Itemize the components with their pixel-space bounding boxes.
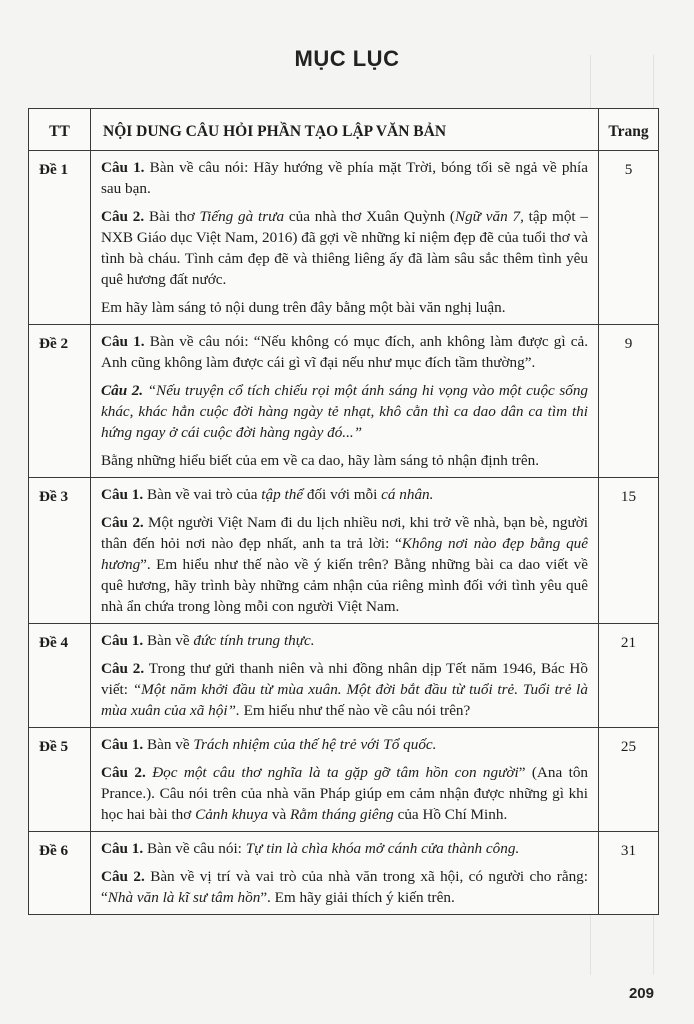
question-label: Câu 2. — [101, 764, 146, 781]
table-row — [29, 478, 659, 624]
question-label: Câu 1. — [101, 486, 144, 503]
exam-content — [91, 832, 599, 915]
exam-content — [91, 624, 599, 728]
exam-content — [91, 151, 599, 325]
question-text: Cảnh khuya — [195, 806, 269, 823]
question-text: Em hiểu như thế nào về câu nói trên? — [239, 702, 471, 719]
question-text: ”. Em hãy giải thích ý kiến trên. — [260, 889, 455, 906]
exam-label: Đề 3 — [29, 478, 91, 624]
page-ref: 21 — [599, 624, 659, 728]
question-text: “Một năm khởi đầu từ mùa xuân. Một đời bắt đầu từ tuổi trẻ. Tuổi trẻ là mùa xuân của xã hội”. — [101, 681, 588, 719]
contents-table — [28, 108, 659, 915]
question-paragraph — [101, 838, 588, 859]
question-text: Nhà văn là kĩ sư tâm hồn — [107, 889, 261, 906]
page-ref: 31 — [599, 832, 659, 915]
question-text: Bàn về câu nói: Hãy hướng về phía mặt Trời, bóng tối sẽ ngả về phía sau bạn. — [101, 159, 588, 197]
exam-content — [91, 325, 599, 478]
question-text: Đọc một câu thơ nghĩa là ta gặp gỡ tâm hồn con người — [152, 764, 519, 781]
question-text: của Hồ Chí Minh. — [393, 806, 508, 823]
question-paragraph — [101, 331, 588, 373]
question-text: Bằng những hiểu biết của em về ca dao, hãy làm sáng tỏ nhận định trên. — [101, 452, 539, 469]
question-text: Không nơi nào đẹp bằng quê hương — [101, 535, 589, 573]
question-label: Câu 1. — [101, 333, 145, 350]
question-paragraph — [101, 206, 588, 290]
question-text: Trong thư gửi thanh niên và nhi đồng nhân dịp Tết năm 1946, Bác Hồ viết: — [101, 660, 588, 698]
question-text: đức tính trung thực. — [193, 632, 315, 649]
question-text: đối với mỗi — [303, 486, 382, 503]
question-label: Câu 1. — [101, 736, 144, 753]
header-tt: TT — [29, 109, 91, 151]
question-paragraph — [101, 734, 588, 755]
question-label: Câu 1. — [101, 632, 144, 649]
table-row — [29, 832, 659, 915]
question-paragraph — [101, 762, 588, 825]
question-paragraph — [101, 630, 588, 651]
question-paragraph — [101, 484, 588, 505]
question-label: Câu 2. — [101, 868, 145, 885]
question-text: Bàn về vai trò của — [143, 486, 262, 503]
question-text: ” (Ana tôn Prance.). Câu nói trên của nhà văn Pháp giúp em cảm nhận được những gì khi học hai bài thơ — [101, 764, 589, 823]
question-text: Rằm tháng giêng — [290, 806, 394, 823]
question-text: Bàn về câu nói: “Nếu không có mục đích, anh không làm được gì cả. Anh cũng không làm được cái gì vĩ đại nếu như mục đích tầm thường”. — [101, 333, 588, 371]
question-text: Trách nhiệm của thế hệ trẻ với Tổ quốc. — [193, 736, 437, 753]
question-text: Bàn về câu nói: — [143, 840, 246, 857]
exam-label: Đề 1 — [29, 151, 91, 325]
header-page: Trang — [599, 109, 659, 151]
table-header-row — [29, 109, 659, 151]
header-content: NỘI DUNG CÂU HỎI PHẦN TẠO LẬP VĂN BẢN — [91, 109, 599, 151]
question-text: Bàn về — [143, 736, 194, 753]
question-text: Một người Việt Nam đi du lịch nhiều nơi, khi trở về nhà, bạn bè, người thân đến hỏi nơi nào đẹp nhất, anh ta trả lời: “ — [101, 514, 588, 552]
question-text: ”. Em hiểu như thế nào về ý kiến trên? Bằng những bài ca dao viết về quê hương, hãy trình bày những cảm nhận của riêng mình đối với tình yêu quê nhà ẩn chứa trong lòng mỗi con người Việt Nam. — [101, 556, 588, 615]
question-paragraph — [101, 297, 588, 318]
question-text: tập thể — [261, 486, 304, 503]
page-number: 209 — [628, 985, 654, 1002]
exam-content — [91, 728, 599, 832]
table-row — [29, 325, 659, 478]
question-text: và — [268, 806, 290, 823]
question-label: Câu 2. — [101, 660, 145, 677]
question-text: “Nếu truyện cổ tích chiếu rọi một ánh sáng hi vọng vào một cuộc sống khác, khác hẳn cuộc đời hàng ngày tẻ nhạt, khô cằn thì ca dao dân ca tìm thi hứng ngay ở cái cuộc đời hàng ngày đó...” — [101, 382, 589, 441]
table-row — [29, 151, 659, 325]
page-ref: 9 — [599, 325, 659, 478]
question-text: Bàn về — [143, 632, 194, 649]
exam-label: Đề 6 — [29, 832, 91, 915]
page-ref: 25 — [599, 728, 659, 832]
question-text: Bàn về vị trí và vai trò của nhà văn trong xã hội, có người cho rằng: “ — [101, 868, 588, 906]
question-text: , tập một – NXB Giáo dục Việt Nam, 2016) đã gợi về những kỉ niệm đẹp đẽ của tuổi thơ và tình bà cháu. Tình cảm đẹp đẽ và thiêng liêng ấy đã làm sâu sắc thêm tình yêu quê hương đất nước. — [101, 208, 589, 288]
exam-label: Đề 5 — [29, 728, 91, 832]
page-ref: 5 — [599, 151, 659, 325]
question-paragraph — [101, 866, 588, 908]
page-title: MỤC LỤC — [294, 46, 400, 71]
exam-label: Đề 2 — [29, 325, 91, 478]
page-ref: 15 — [599, 478, 659, 624]
question-paragraph — [101, 658, 588, 721]
question-label: Câu 2. — [101, 382, 144, 399]
question-label: Câu 2. — [101, 208, 145, 225]
question-label: Câu 1. — [101, 840, 144, 857]
question-text: Ngữ văn 7 — [454, 208, 521, 225]
question-text: Tiếng gà trưa — [199, 208, 285, 225]
exam-label: Đề 4 — [29, 624, 91, 728]
question-text: của nhà thơ Xuân Quỳnh ( — [284, 208, 455, 225]
question-paragraph — [101, 380, 588, 443]
question-text: Tự tin là chìa khóa mở cánh cửa thành công. — [245, 840, 520, 857]
question-text: Bài thơ — [144, 208, 200, 225]
question-paragraph — [101, 450, 588, 471]
table-row — [29, 624, 659, 728]
question-label: Câu 1. — [101, 159, 145, 176]
exam-content — [91, 478, 599, 624]
question-paragraph — [101, 512, 588, 617]
question-label: Câu 2. — [101, 514, 144, 531]
question-text: Em hãy làm sáng tỏ nội dung trên đây bằng một bài văn nghị luận. — [101, 299, 506, 316]
question-text: cá nhân. — [381, 486, 434, 503]
question-paragraph — [101, 157, 588, 199]
table-row — [29, 728, 659, 832]
